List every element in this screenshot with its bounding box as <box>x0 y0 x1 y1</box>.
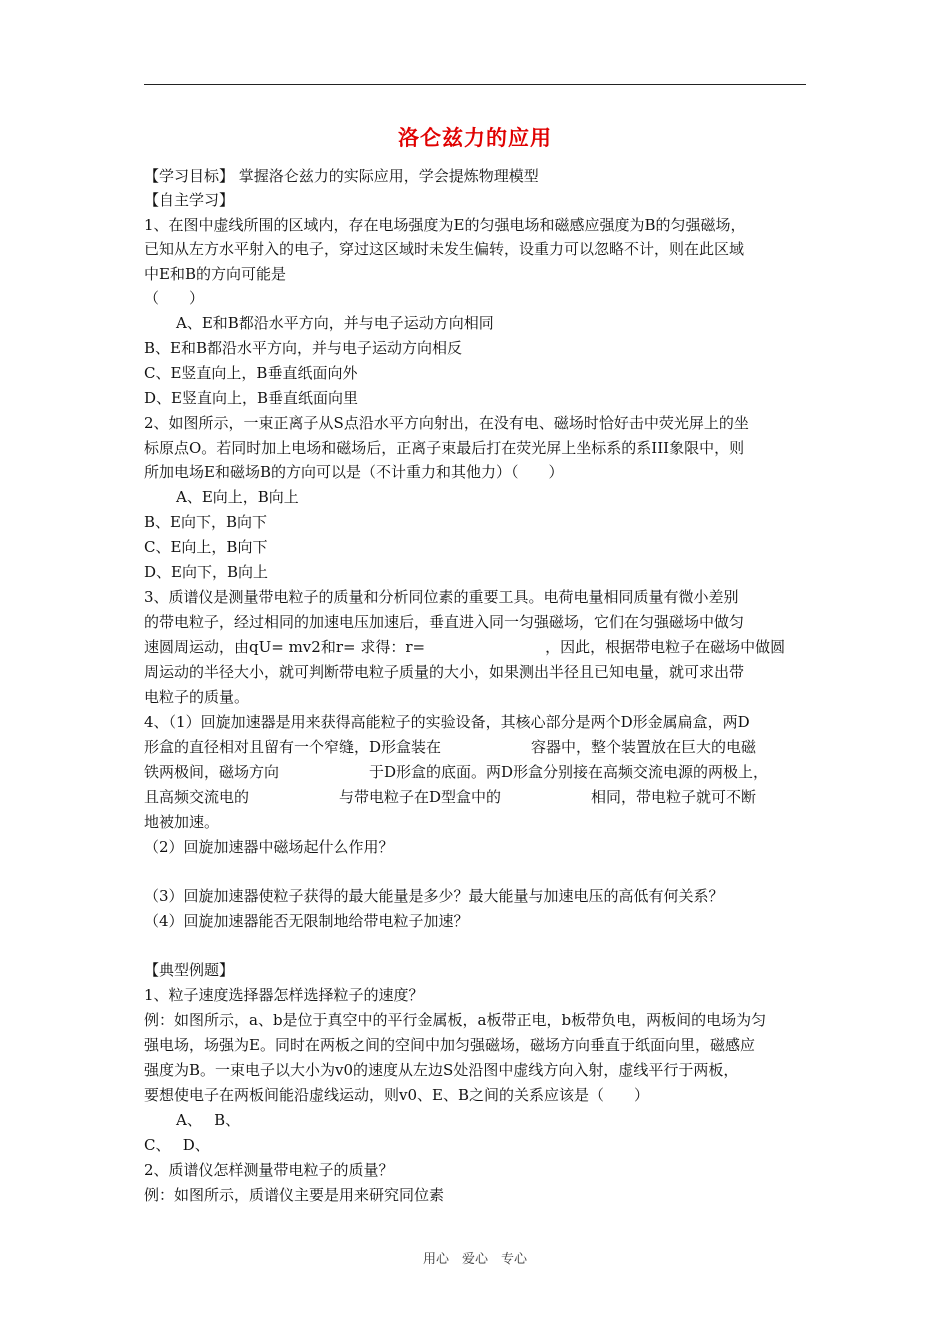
text-line: 周运动的半径大小，就可判断带电粒子质量的大小，如果测出半径且已知电量，就可求出带 <box>144 663 745 681</box>
text-line: A、E向上，B向上 <box>176 488 299 506</box>
text-line: 铁两极间，磁场方向 于D形盒的底面。两D形盒分别接在高频交流电源的两极上， <box>144 763 769 781</box>
text-line: 强电场，场强为E。同时在两板之间的空间中加匀强磁场，磁场方向垂直于纸面向里，磁感应 <box>144 1036 755 1054</box>
text-line: B、E和B都沿水平方向，并与电子运动方向相反 <box>144 339 462 357</box>
text-line: 2、质谱仪怎样测量带电粒子的质量？ <box>144 1161 394 1179</box>
text-line: 中E和B的方向可能是 <box>144 265 286 283</box>
text-line: D、E竖直向上，B垂直纸面向里 <box>144 389 359 407</box>
text-line: 例：如图所示，a、b是位于真空中的平行金属板，a板带正电，b板带负电，两板间的电场为匀 <box>144 1011 767 1029</box>
text-line: 例：如图所示，质谱仪主要是用来研究同位素 <box>144 1186 445 1204</box>
text-line: 所加电场E和磁场B的方向可以是（不计重力和其他力）（ ） <box>144 463 564 481</box>
text-line: C、 D、 <box>144 1136 210 1154</box>
text-line: D、E向下，B向上 <box>144 563 268 581</box>
text-line: C、E竖直向上，B垂直纸面向外 <box>144 364 358 382</box>
text-line: 【自主学习】 <box>144 191 235 209</box>
text-line: C、E向上，B向下 <box>144 538 268 556</box>
text-line: 【学习目标】 掌握洛仑兹力的实际应用，学会提炼物理模型 <box>144 167 539 185</box>
text-line: B、E向下，B向下 <box>144 513 267 531</box>
text-line: 形盒的直径相对且留有一个窄缝，D形盒装在 容器中，整个装置放在巨大的电磁 <box>144 738 757 756</box>
text-line: （4）回旋加速器能否无限制地给带电粒子加速？ <box>144 912 469 930</box>
text-line: 且高频交流电的 与带电粒子在D型盒中的 相同，带电粒子就可不断 <box>144 788 757 806</box>
text-line: （ ） <box>144 289 205 307</box>
page-footer: 用心 爱心 专心 <box>422 1252 527 1267</box>
text-line: （2）回旋加速器中磁场起什么作用？ <box>144 838 394 856</box>
text-line: 【典型例题】 <box>144 961 235 979</box>
header-rule <box>144 84 806 85</box>
text-line: 的带电粒子，经过相同的加速电压加速后，垂直进入同一匀强磁场，它们在匀强磁场中做匀 <box>144 613 745 631</box>
text-line: 1、在图中虚线所围的区域内，存在电场强度为E的匀强电场和磁感应强度为B的匀强磁场， <box>144 216 746 234</box>
text-line: 3、质谱仪是测量带电粒子的质量和分析同位素的重要工具。电荷电量相同质量有微小差别 <box>144 588 739 606</box>
text-line: 电粒子的质量。 <box>144 688 250 706</box>
text-line: 2、如图所示，一束正离子从S点沿水平方向射出，在没有电、磁场时恰好击中荧光屏上的坐 <box>144 414 749 432</box>
text-line: 地被加速。 <box>144 813 220 831</box>
text-line: 1、粒子速度选择器怎样选择粒子的速度？ <box>144 986 424 1004</box>
text-line: A、E和B都沿水平方向，并与电子运动方向相同 <box>176 314 494 332</box>
text-line: 强度为B。一束电子以大小为v0的速度从左边S处沿图中虚线方向入射，虚线平行于两板， <box>144 1061 739 1079</box>
text-line: 要想使电子在两板间能沿虚线运动，则v0、E、B之间的关系应该是（ ） <box>144 1086 649 1104</box>
text-line: 标原点O。若同时加上电场和磁场后，正离子束最后打在荧光屏上坐标系的系III象限中，则 <box>144 439 745 457</box>
page-title: 洛仑兹力的应用 <box>398 126 552 150</box>
text-line: 4、（1）回旋加速器是用来获得高能粒子的实验设备，其核心部分是两个D形金属扁盒，两D <box>144 713 750 731</box>
text-line: A、 B、 <box>176 1111 241 1129</box>
text-line: 已知从左方水平射入的电子，穿过这区域时未发生偏转，设重力可以忽略不计，则在此区域 <box>144 240 745 258</box>
text-line: 速圆周运动，由qU= mv2和r= 求得：r= ，因此，根据带电粒子在磁场中做圆 <box>144 638 786 656</box>
text-line: （3）回旋加速器使粒子获得的最大能量是多少？最大能量与加速电压的高低有何关系？ <box>144 887 724 905</box>
